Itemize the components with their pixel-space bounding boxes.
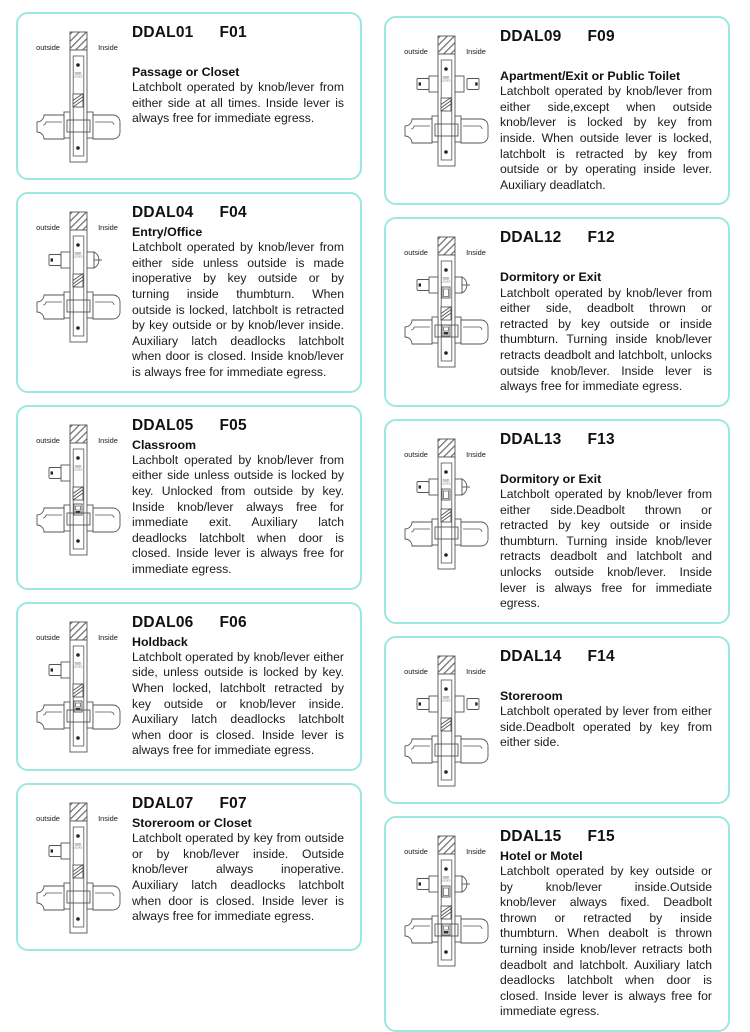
function-title: Apartment/Exit or Public Toilet [500,69,681,83]
label-inside: Inside [98,814,118,823]
label-outside: outside [36,435,60,445]
lock-function-card[interactable] [16,602,362,771]
lock-card-body [130,795,348,925]
ansi-function-code: F04 [219,204,247,221]
lock-function-card[interactable] [16,12,362,180]
model-code: DDAL14 [500,647,562,665]
function-title: Storeroom [500,688,563,703]
model-row [500,431,712,449]
svg-text:LOCKS: LOCKS [441,280,451,284]
function-description: Latchbolt operated by knob/lever from either side at all times. Inside lever is always free for immediate egress. [132,80,344,126]
svg-text:D&D: D&D [74,842,82,847]
lock-card-body [498,229,716,394]
function-description: Latchbolt operated by knob/lever either side, unless outside is locked by key. When locked, latchbolt retracted by key outside or knob/lever inside. Auxiliary latch deadlocks latchbolt when door is closed. Inside lever is always free for immediate egress. [132,649,344,758]
svg-text:LOCKS: LOCKS [441,482,451,486]
svg-text:D&D: D&D [74,251,82,256]
title-spacer [500,249,712,267]
card-gap [384,407,730,419]
lock-diagram-container [26,795,130,939]
function-title: Entry/Office [132,225,203,239]
function-title: Dormitory or Exit [500,270,602,285]
model-row [132,795,344,813]
mortise-lock-diagram [394,832,498,972]
lock-card-body [130,204,348,381]
function-title: Classroom [132,437,197,452]
svg-text:D&D: D&D [442,695,450,700]
ansi-function-code: F15 [587,827,615,845]
function-title: Storeroom or Closet [132,816,252,830]
lock-function-card[interactable] [384,217,730,406]
lock-function-card[interactable] [384,636,730,804]
model-code: DDAL09 [500,28,562,45]
ansi-function-code: F05 [219,416,247,434]
function-description: Latchbolt operated by knob/lever from either side,except when outside knob/lever is locked by key from inside. When outside lever is locked, latchbolt is retracted by key from outside or by operating inside lever. Auxiliary deadlatch. [500,84,712,192]
lock-function-card[interactable] [384,16,730,205]
card-gap [384,804,730,816]
lock-card-body [498,828,716,1020]
lock-card-body [498,28,716,193]
card-gap [384,624,730,636]
label-outside: outside [404,248,428,258]
label-inside: Inside [466,248,486,258]
label-outside: outside [404,47,428,56]
card-gap [16,771,362,783]
model-code: DDAL04 [132,204,194,221]
function-description: Latchbolt operated by knob/lever from either side, deadbolt thrown or retracted by key outside or inside thumbturn. Turning inside knob/lever retracts deadbolt and latchbolt, unlocks outside knob/lever. Inside lever is always free for immediate egress. [500,285,712,394]
lock-card-body [130,614,348,759]
label-outside: outside [404,666,428,676]
label-inside: Inside [98,632,118,642]
label-outside: outside [404,449,428,459]
function-description: Latchbolt operated by knob/lever from either side unless outside is made inoperative by key outside or by turning inside thumbturn. When outside is locked, latchbolt is retracted by key outside or by knob/lever inside. Auxiliary latch deadlocks latchbolt when door is closed. Inside knob/lever is always free for immediate egress. [132,240,344,379]
lock-card-body [498,648,716,751]
svg-text:D&D: D&D [74,661,82,666]
svg-text:D&D: D&D [442,75,450,80]
lock-function-card[interactable] [384,419,730,624]
label-inside: Inside [98,435,118,445]
model-row [500,648,712,666]
svg-text:LOCKS: LOCKS [73,665,83,669]
mortise-lock-diagram [26,421,130,561]
svg-text:D&D: D&D [74,464,82,469]
function-title: Hotel or Motel [500,848,583,863]
mortise-lock-diagram [26,618,130,758]
model-code: DDAL12 [500,229,562,247]
mortise-lock-diagram [394,435,498,575]
lock-function-card[interactable] [16,405,362,590]
lock-card-body [130,24,348,127]
function-title: Holdback [132,634,188,649]
lock-diagram-container [394,648,498,792]
mortise-lock-diagram [394,32,498,172]
svg-text:LOCKS: LOCKS [441,879,451,883]
card-gap [16,393,362,405]
function-description: Latchbolt operated by key outside or by knob/lever inside.Outside knob/lever always fixed. Deadbolt thrown or retracted by inside thumbturn. When deabolt is thrown turning inside knob/lever retracts both deadbolt and latchbolt. Auxiliary latch deadlocks latchbolt when door is closed. Inside lever is always free for immediate egress. [500,863,712,1019]
label-inside: Inside [466,449,486,459]
svg-text:LOCKS: LOCKS [73,255,83,259]
label-outside: outside [36,223,60,232]
ansi-function-code: F14 [587,647,615,665]
function-description: Latchbolt operated by knob/lever from either side.Deadbolt thrown or retracted by key outside or inside thumbturn. Turning inside knob/lever retracts deadbolt and latchbolt and unlocks outside knob/lever. Inside lever is always free for immediate egress. [500,486,712,611]
label-inside: Inside [466,666,486,676]
svg-text:LOCKS: LOCKS [73,846,83,850]
model-row [132,614,344,632]
model-code: DDAL15 [500,827,562,845]
label-inside: Inside [466,47,486,56]
svg-text:D&D: D&D [442,478,450,483]
svg-text:LOCKS: LOCKS [73,75,83,79]
ansi-function-code: F09 [587,28,615,45]
ansi-function-code: F13 [587,430,615,448]
label-inside: Inside [98,43,118,52]
lock-diagram-container [394,828,498,972]
label-outside: outside [36,632,60,642]
lock-diagram-container [26,417,130,561]
function-title: Dormitory or Exit [500,471,602,486]
ansi-function-code: F01 [219,24,247,41]
lock-function-card[interactable] [16,783,362,951]
ansi-function-code: F07 [219,795,247,812]
model-row [500,28,712,46]
lock-function-card[interactable] [384,816,730,1032]
lock-function-card[interactable] [16,192,362,393]
title-spacer [500,451,712,469]
label-inside: Inside [466,846,486,856]
label-inside: Inside [98,223,118,232]
label-outside: outside [36,814,60,823]
lock-diagram-container [26,24,130,168]
column-left [16,12,362,951]
lock-card-body [498,431,716,612]
model-code: DDAL05 [132,416,194,434]
title-spacer [500,668,712,686]
card-gap [16,590,362,602]
model-code: DDAL13 [500,430,562,448]
model-row [500,229,712,247]
lock-diagram-container [394,28,498,172]
function-description: Lachbolt operated by knob/lever from either side unless outside is locked by key. Unlocked from outside by key. Inside knob/lever always free for immediate exit. Auxiliary latch deadlocks latchbolt when door is closed. Inside lever is always free for immediate egress. [132,452,344,576]
function-description: Latchbolt operated by lever from either side.Deadbolt operated by key from either side. [500,703,712,750]
svg-text:LOCKS: LOCKS [441,699,451,703]
lock-diagram-container [394,431,498,575]
title-spacer [500,48,712,66]
card-gap [16,180,362,192]
model-code: DDAL07 [132,795,194,812]
mortise-lock-diagram [26,799,130,939]
lock-diagram-container [26,614,130,758]
card-gap [384,205,730,217]
mortise-lock-diagram [394,233,498,373]
mortise-lock-diagram [394,652,498,792]
model-row [132,24,344,42]
function-title: Passage or Closet [132,65,240,79]
function-description: Latchbolt operated by key from outside or by knob/lever inside. Outside knob/lever always inoperative. Auxiliary latch deadlocks latchbolt when door is closed. Inside lever is always free for immediate egress. [132,831,344,924]
ansi-function-code: F06 [219,613,247,631]
title-spacer [132,44,344,62]
model-row [132,204,344,222]
column-right [384,12,730,1032]
lock-card-body [130,417,348,578]
model-code: DDAL01 [132,24,194,41]
label-outside: outside [404,846,428,856]
model-code: DDAL06 [132,613,194,631]
lock-diagram-container [394,229,498,373]
svg-text:D&D: D&D [442,276,450,281]
model-row [500,828,712,846]
label-outside: outside [36,43,60,52]
ansi-function-code: F12 [587,229,615,247]
svg-text:D&D: D&D [442,875,450,880]
mortise-lock-diagram [26,28,130,168]
svg-text:LOCKS: LOCKS [441,79,451,83]
svg-text:D&D: D&D [74,71,82,76]
mortise-lock-diagram [26,208,130,348]
lock-diagram-container [26,204,130,348]
svg-text:LOCKS: LOCKS [73,468,83,472]
model-row [132,417,344,435]
